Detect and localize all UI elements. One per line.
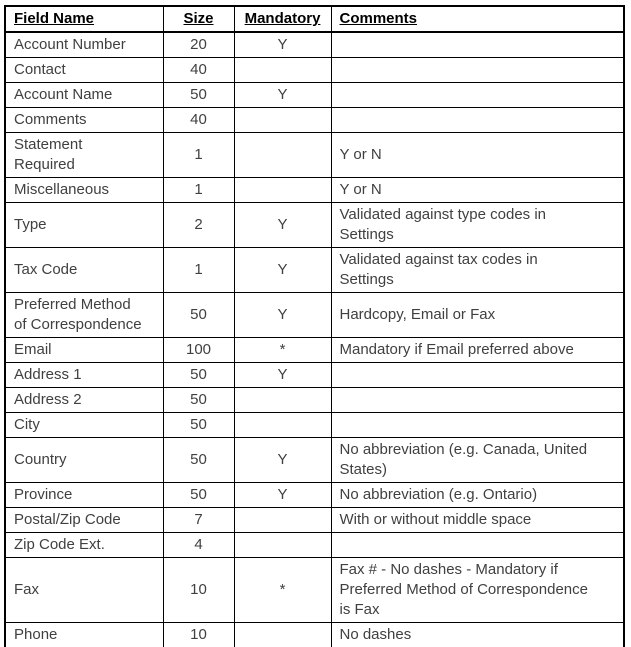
cell-field: Phone: [5, 623, 163, 647]
table-row: [5, 438, 624, 483]
cell-mandatory: Y: [234, 248, 331, 293]
cell-comments: No abbreviation (e.g. Canada, United States): [331, 438, 624, 483]
header-field-name: Field Name: [5, 6, 163, 32]
header-row: [5, 6, 624, 32]
table-row: [5, 83, 624, 108]
cell-mandatory: [234, 413, 331, 438]
cell-size: 100: [163, 338, 234, 363]
table-row: [5, 413, 624, 438]
table-row: [5, 363, 624, 388]
cell-mandatory: [234, 108, 331, 133]
cell-field: Address 1: [5, 363, 163, 388]
cell-comments: Y or N: [331, 133, 624, 178]
cell-mandatory: Y: [234, 438, 331, 483]
header-size: Size: [163, 6, 234, 32]
cell-size: 50: [163, 413, 234, 438]
cell-field: Statement Required: [5, 133, 163, 178]
cell-size: 50: [163, 293, 234, 338]
table-row: [5, 293, 624, 338]
cell-field: Type: [5, 203, 163, 248]
header-comments: Comments: [331, 6, 624, 32]
table-row: [5, 133, 624, 178]
cell-mandatory: [234, 388, 331, 413]
cell-comments: No dashes: [331, 623, 624, 647]
cell-field: Country: [5, 438, 163, 483]
cell-comments: [331, 32, 624, 58]
table-body: [5, 32, 624, 647]
cell-comments: No abbreviation (e.g. Ontario): [331, 483, 624, 508]
cell-mandatory: Y: [234, 483, 331, 508]
cell-mandatory: Y: [234, 293, 331, 338]
cell-field: Account Number: [5, 32, 163, 58]
cell-comments: [331, 108, 624, 133]
table-row: [5, 483, 624, 508]
cell-size: 50: [163, 388, 234, 413]
cell-size: 50: [163, 438, 234, 483]
cell-mandatory: Y: [234, 32, 331, 58]
table-row: [5, 32, 624, 58]
cell-mandatory: [234, 133, 331, 178]
cell-field: Preferred Method of Correspondence: [5, 293, 163, 338]
cell-comments: Validated against tax codes in Settings: [331, 248, 624, 293]
cell-size: 40: [163, 58, 234, 83]
cell-field: Miscellaneous: [5, 178, 163, 203]
cell-mandatory: [234, 623, 331, 647]
cell-field: Account Name: [5, 83, 163, 108]
cell-comments: Hardcopy, Email or Fax: [331, 293, 624, 338]
cell-mandatory: [234, 508, 331, 533]
cell-mandatory: Y: [234, 83, 331, 108]
cell-comments: [331, 58, 624, 83]
cell-size: 1: [163, 178, 234, 203]
table-row: [5, 623, 624, 647]
header-mandatory: Mandatory: [234, 6, 331, 32]
field-spec-table: [4, 5, 625, 647]
table-row: [5, 388, 624, 413]
cell-comments: Validated against type codes in Settings: [331, 203, 624, 248]
cell-comments: [331, 413, 624, 438]
cell-field: Province: [5, 483, 163, 508]
cell-size: 10: [163, 558, 234, 623]
cell-field: Email: [5, 338, 163, 363]
cell-comments: Mandatory if Email preferred above: [331, 338, 624, 363]
table-row: [5, 558, 624, 623]
cell-mandatory: [234, 178, 331, 203]
cell-mandatory: [234, 58, 331, 83]
cell-size: 1: [163, 248, 234, 293]
table-row: [5, 248, 624, 293]
cell-size: 1: [163, 133, 234, 178]
cell-size: 20: [163, 32, 234, 58]
cell-comments: [331, 533, 624, 558]
cell-field: Contact: [5, 58, 163, 83]
cell-size: 4: [163, 533, 234, 558]
table-row: [5, 508, 624, 533]
cell-mandatory: *: [234, 558, 331, 623]
table-row: [5, 58, 624, 83]
cell-size: 50: [163, 83, 234, 108]
cell-field: Zip Code Ext.: [5, 533, 163, 558]
cell-mandatory: Y: [234, 363, 331, 388]
cell-field: Postal/Zip Code: [5, 508, 163, 533]
cell-comments: [331, 388, 624, 413]
cell-size: 7: [163, 508, 234, 533]
cell-mandatory: *: [234, 338, 331, 363]
cell-mandatory: Y: [234, 203, 331, 248]
table-row: [5, 108, 624, 133]
cell-field: Tax Code: [5, 248, 163, 293]
cell-mandatory: [234, 533, 331, 558]
cell-size: 40: [163, 108, 234, 133]
cell-size: 50: [163, 483, 234, 508]
table-row: [5, 533, 624, 558]
table-row: [5, 178, 624, 203]
cell-comments: Y or N: [331, 178, 624, 203]
cell-size: 2: [163, 203, 234, 248]
cell-field: Address 2: [5, 388, 163, 413]
cell-size: 10: [163, 623, 234, 647]
cell-comments: [331, 363, 624, 388]
table-row: [5, 203, 624, 248]
cell-field: Comments: [5, 108, 163, 133]
cell-comments: With or without middle space: [331, 508, 624, 533]
cell-field: Fax: [5, 558, 163, 623]
cell-field: City: [5, 413, 163, 438]
table-row: [5, 338, 624, 363]
cell-comments: [331, 83, 624, 108]
cell-size: 50: [163, 363, 234, 388]
cell-comments: Fax # - No dashes - Mandatory if Preferred Method of Correspondence is Fax: [331, 558, 624, 623]
